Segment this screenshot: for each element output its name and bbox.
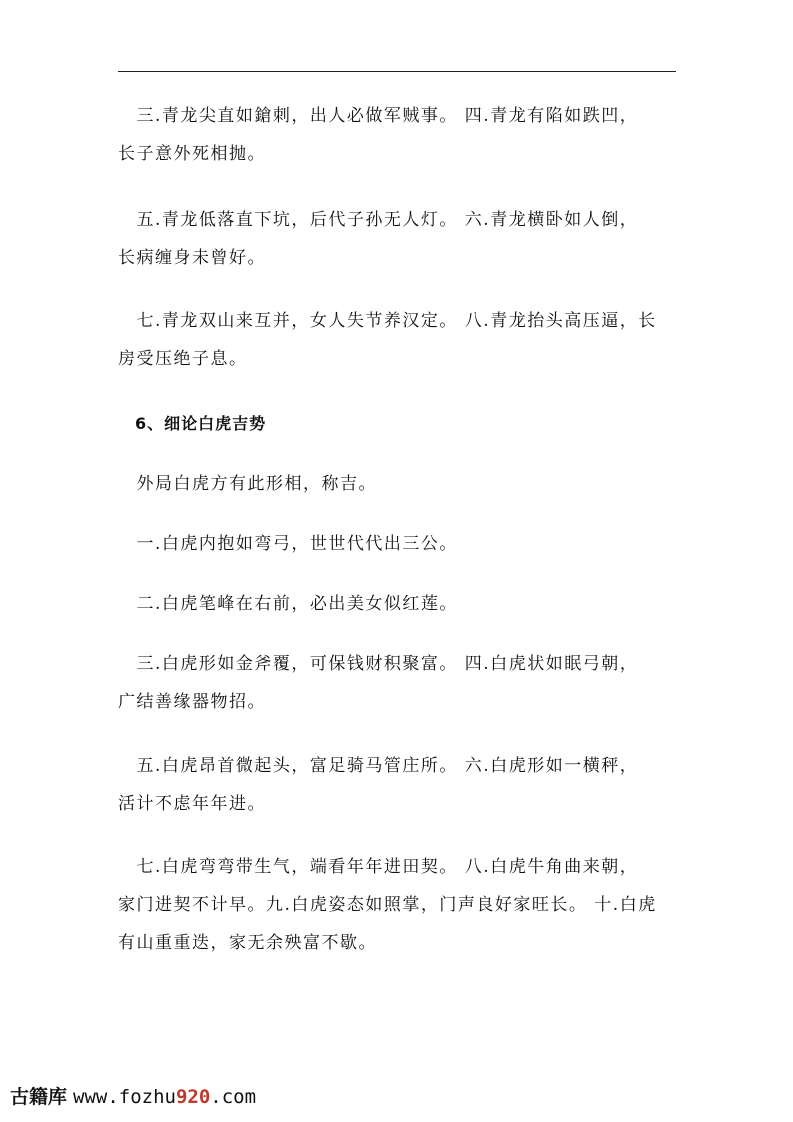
paragraph-qinglong-5-6 — [118, 201, 678, 277]
text-line: 三.青龙尖直如鎗刺，出人必做军贼事。 四.青龙有陷如跌凹， — [118, 106, 639, 126]
text-line: 房受压绝子息。 — [118, 349, 248, 369]
paragraph-intro — [118, 465, 678, 503]
heading-text: 6、细论白虎吉势 — [118, 414, 267, 433]
text-line: 有山重重迭，家无余殃富不歇。 — [118, 933, 377, 953]
text-line: 二.白虎笔峰在右前，必出美女似红莲。 — [118, 594, 458, 614]
text-line: 活计不虑年年进。 — [118, 794, 266, 814]
footer-domain-number: 920 — [175, 1086, 211, 1108]
text-line: 外局白虎方有此形相，称吉。 — [118, 474, 377, 494]
text-line: 广结善缘器物招。 — [118, 692, 266, 712]
header-rule — [118, 71, 676, 72]
paragraph-baihu-7-10 — [118, 848, 678, 962]
text-line: 长病缠身未曾好。 — [118, 248, 266, 268]
text-line: 七.青龙双山来互并，女人失节养汉定。 八.青龙抬头高压逼，长 — [118, 311, 657, 331]
paragraph-baihu-3-4 — [118, 645, 678, 721]
footer-watermark — [10, 1082, 256, 1109]
text-line: 家门进契不计早。九.白虎姿态如照掌，门声良好家旺长。 十.白虎 — [118, 895, 657, 915]
paragraph-qinglong-3-4 — [118, 97, 678, 173]
text-line: 一.白虎内抱如弯弓，世世代代出三公。 — [118, 534, 458, 554]
paragraph-qinglong-7-8 — [118, 302, 678, 378]
text-line: 三.白虎形如金斧覆，可保钱财积聚富。 四.白虎状如眠弓朝， — [118, 654, 639, 674]
text-line: 长子意外死相抛。 — [118, 144, 266, 164]
footer-brand: 古籍库 — [10, 1086, 68, 1108]
text-line: 五.白虎昂首微起头，富足骑马管庄所。 六.白虎形如一横秤， — [118, 756, 639, 776]
footer-domain-suffix: .com — [210, 1086, 257, 1108]
section-heading — [118, 405, 678, 443]
paragraph-baihu-1 — [118, 525, 678, 563]
paragraph-baihu-5-6 — [118, 747, 678, 823]
text-line: 七.白虎弯弯带生气，端看年年进田契。 八.白虎牛角曲来朝， — [118, 857, 639, 877]
footer-domain-prefix: www.fozhu — [73, 1086, 176, 1108]
text-line: 五.青龙低落直下坑，后代子孙无人灯。 六.青龙横卧如人倒， — [118, 210, 639, 230]
paragraph-baihu-2 — [118, 585, 678, 623]
